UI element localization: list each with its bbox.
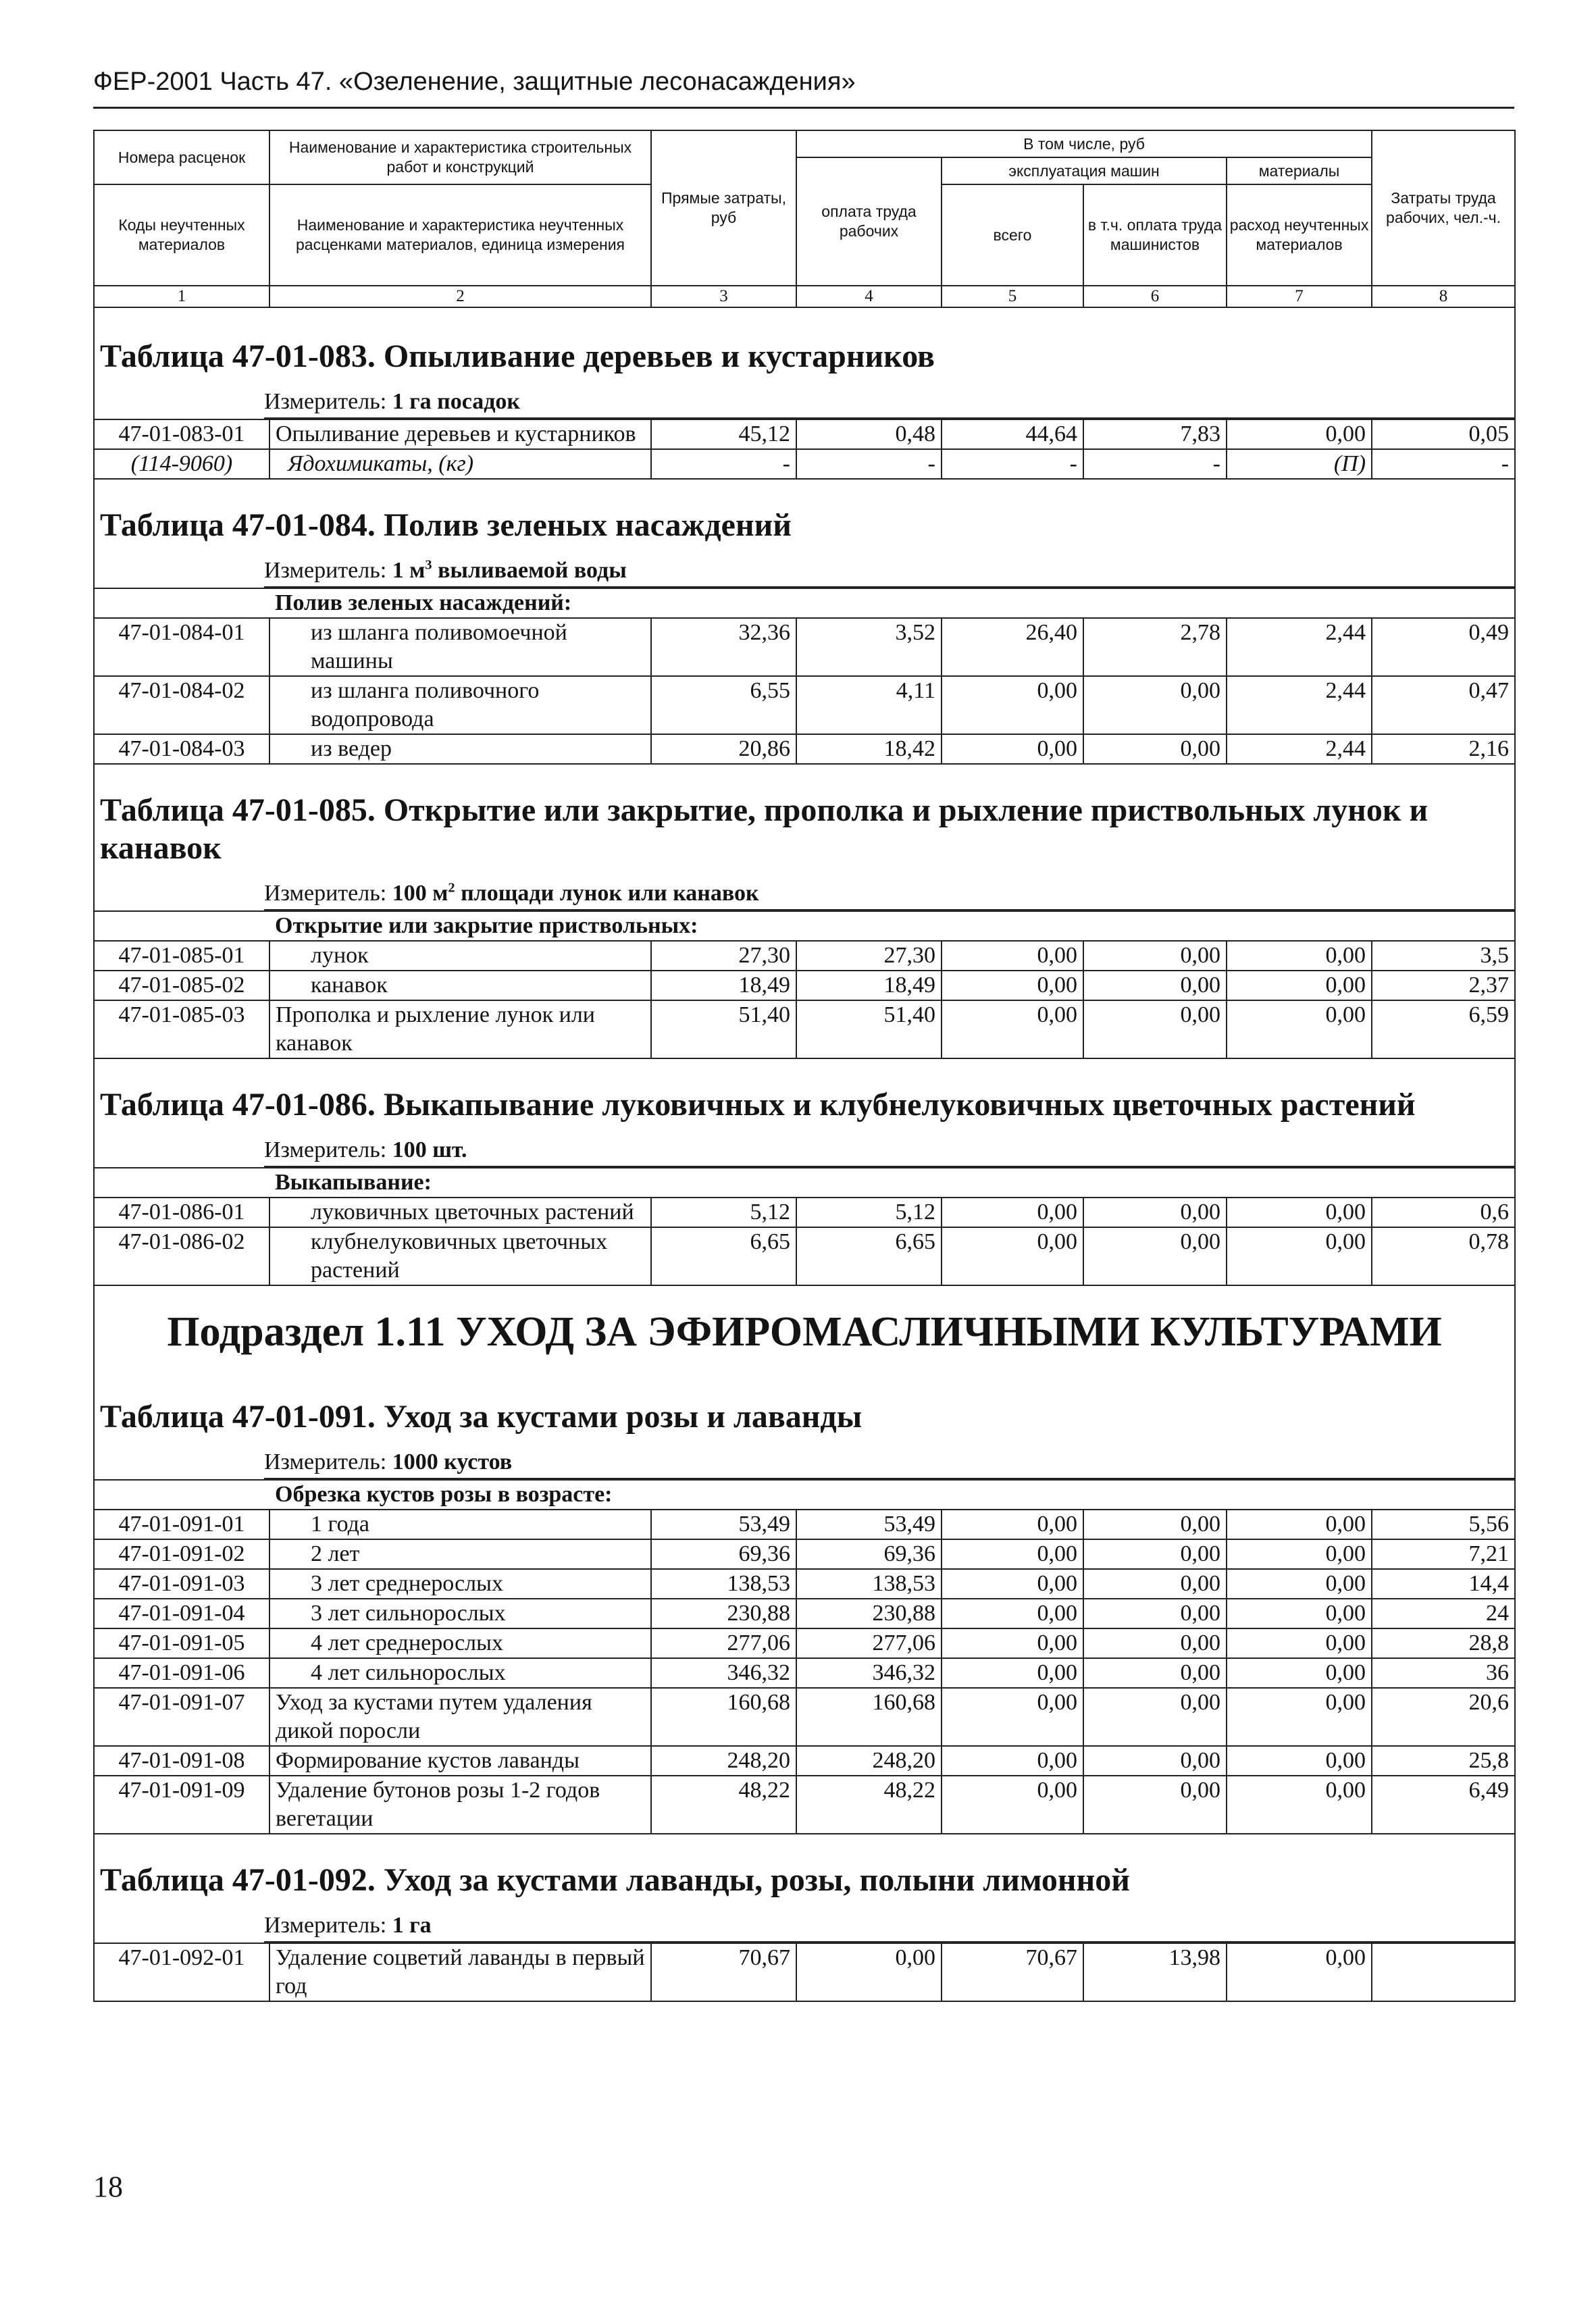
rate-code: 47-01-092-01 bbox=[94, 1943, 269, 2001]
labor: 6,49 bbox=[1372, 1776, 1515, 1834]
machinists-wages: 0,00 bbox=[1083, 676, 1227, 734]
machines-total: 0,00 bbox=[942, 971, 1083, 1000]
wages: 48,22 bbox=[796, 1776, 942, 1834]
work-name: 4 лет сильнорослых bbox=[269, 1658, 651, 1688]
col-materials-name: Наименование и характеристика неучтенных расценками материалов, единица измерения bbox=[269, 184, 651, 286]
materials: 0,00 bbox=[1227, 1000, 1372, 1058]
group-header: Обрезка кустов розы в возрасте: bbox=[269, 1480, 1515, 1510]
table-title: Таблица 47-01-092. Уход за кустами лаванды, розы, полыни лимонной bbox=[94, 1834, 1515, 1906]
col-wages: оплата труда рабочих bbox=[796, 157, 942, 286]
machinists-wages: 13,98 bbox=[1083, 1943, 1227, 2001]
machines-total: 0,00 bbox=[942, 1658, 1083, 1688]
labor: 2,16 bbox=[1372, 734, 1515, 764]
table-row bbox=[94, 1227, 1515, 1285]
table-measure: Измеритель: 100 шт. bbox=[94, 1131, 1515, 1168]
table-title: Таблица 47-01-085. Открытие или закрытие, прополка и рыхление приствольных лунок и канавок bbox=[94, 764, 1515, 874]
materials: 0,00 bbox=[1227, 1198, 1372, 1227]
materials: 0,00 bbox=[1227, 1658, 1372, 1688]
labor: 20,6 bbox=[1372, 1688, 1515, 1746]
col-direct-costs: Прямые затраты, руб bbox=[651, 130, 796, 286]
work-name: канавок bbox=[269, 971, 651, 1000]
machines-total: 0,00 bbox=[942, 1227, 1083, 1285]
rate-code: 47-01-083-01 bbox=[94, 419, 269, 449]
wages: 4,11 bbox=[796, 676, 942, 734]
material-name: Ядохимикаты, (кг) bbox=[269, 449, 651, 479]
labor: 2,37 bbox=[1372, 971, 1515, 1000]
machinists-wages: 0,00 bbox=[1083, 1599, 1227, 1628]
direct-costs: - bbox=[651, 449, 796, 479]
materials: 0,00 bbox=[1227, 1227, 1372, 1285]
materials: (П) bbox=[1227, 449, 1372, 479]
col-materials-use: расход неучтенных материалов bbox=[1227, 184, 1372, 286]
rate-code: 47-01-091-02 bbox=[94, 1539, 269, 1569]
col-number: 6 bbox=[1083, 286, 1227, 307]
col-number: 7 bbox=[1227, 286, 1372, 307]
rate-code: 47-01-091-01 bbox=[94, 1510, 269, 1539]
machines-total: 0,00 bbox=[942, 1198, 1083, 1227]
materials: 0,00 bbox=[1227, 1776, 1372, 1834]
machinists-wages: - bbox=[1083, 449, 1227, 479]
table-row bbox=[94, 419, 1515, 449]
col-number: 5 bbox=[942, 286, 1083, 307]
wages: 6,65 bbox=[796, 1227, 942, 1285]
wages: 277,06 bbox=[796, 1628, 942, 1658]
wages: 248,20 bbox=[796, 1746, 942, 1776]
work-name: 4 лет среднерослых bbox=[269, 1628, 651, 1658]
machinists-wages: 0,00 bbox=[1083, 1510, 1227, 1539]
col-materials: материалы bbox=[1227, 157, 1372, 184]
machinists-wages: 0,00 bbox=[1083, 1628, 1227, 1658]
table-row bbox=[94, 1510, 1515, 1539]
wages: 69,36 bbox=[796, 1539, 942, 1569]
table-title: Таблица 47-01-083. Опыливание деревьев и кустарников bbox=[94, 307, 1515, 382]
machinists-wages: 0,00 bbox=[1083, 941, 1227, 971]
labor: 36 bbox=[1372, 1658, 1515, 1688]
labor: 6,59 bbox=[1372, 1000, 1515, 1058]
labor: 7,21 bbox=[1372, 1539, 1515, 1569]
wages: 18,42 bbox=[796, 734, 942, 764]
labor: 0,47 bbox=[1372, 676, 1515, 734]
work-name: Уход за кустами путем удаления дикой поросли bbox=[269, 1688, 651, 1746]
col-number: 8 bbox=[1372, 286, 1515, 307]
work-name: луковичных цветочных растений bbox=[269, 1198, 651, 1227]
rate-code: 47-01-091-09 bbox=[94, 1776, 269, 1834]
labor bbox=[1372, 1943, 1515, 2001]
materials: 0,00 bbox=[1227, 1569, 1372, 1599]
machinists-wages: 0,00 bbox=[1083, 971, 1227, 1000]
machinists-wages: 0,00 bbox=[1083, 1658, 1227, 1688]
col-number: 4 bbox=[796, 286, 942, 307]
col-machinists-wages: в т.ч. оплата труда машинистов bbox=[1083, 184, 1227, 286]
table-row bbox=[94, 734, 1515, 764]
machines-total: 0,00 bbox=[942, 1000, 1083, 1058]
work-name: 1 года bbox=[269, 1510, 651, 1539]
group-header: Выкапывание: bbox=[269, 1168, 1515, 1198]
labor: 3,5 bbox=[1372, 941, 1515, 971]
machines-total: 0,00 bbox=[942, 1510, 1083, 1539]
machinists-wages: 0,00 bbox=[1083, 1227, 1227, 1285]
rate-code: 47-01-085-03 bbox=[94, 1000, 269, 1058]
header-rule bbox=[93, 107, 1514, 109]
labor: 0,05 bbox=[1372, 419, 1515, 449]
col-machines-total: всего bbox=[942, 184, 1083, 286]
wages: 18,49 bbox=[796, 971, 942, 1000]
wages: 0,00 bbox=[796, 1943, 942, 2001]
materials: 0,00 bbox=[1227, 1688, 1372, 1746]
rate-code: 47-01-084-02 bbox=[94, 676, 269, 734]
materials: 0,00 bbox=[1227, 941, 1372, 971]
machines-total: 0,00 bbox=[942, 1688, 1083, 1746]
direct-costs: 6,55 bbox=[651, 676, 796, 734]
work-name: Удаление соцветий лаванды в первый год bbox=[269, 1943, 651, 2001]
direct-costs: 51,40 bbox=[651, 1000, 796, 1058]
labor: 0,6 bbox=[1372, 1198, 1515, 1227]
rate-code: 47-01-085-02 bbox=[94, 971, 269, 1000]
rate-code: 47-01-091-08 bbox=[94, 1746, 269, 1776]
materials: 2,44 bbox=[1227, 676, 1372, 734]
direct-costs: 27,30 bbox=[651, 941, 796, 971]
machines-total: 0,00 bbox=[942, 734, 1083, 764]
wages: 0,48 bbox=[796, 419, 942, 449]
materials: 0,00 bbox=[1227, 1746, 1372, 1776]
machinists-wages: 0,00 bbox=[1083, 1776, 1227, 1834]
rate-code: 47-01-084-03 bbox=[94, 734, 269, 764]
direct-costs: 6,65 bbox=[651, 1227, 796, 1285]
machinists-wages: 0,00 bbox=[1083, 1198, 1227, 1227]
labor: - bbox=[1372, 449, 1515, 479]
wages: 27,30 bbox=[796, 941, 942, 971]
subsection-title: Подраздел 1.11 УХОД ЗА ЭФИРОМАСЛИЧНЫМИ КУЛЬТУРАМИ bbox=[94, 1285, 1515, 1390]
machinists-wages: 0,00 bbox=[1083, 734, 1227, 764]
rates-table bbox=[93, 130, 1516, 2002]
materials: 0,00 bbox=[1227, 1539, 1372, 1569]
rate-code: 47-01-085-01 bbox=[94, 941, 269, 971]
machinists-wages: 0,00 bbox=[1083, 1746, 1227, 1776]
work-name: лунок bbox=[269, 941, 651, 971]
work-name: 3 лет среднерослых bbox=[269, 1569, 651, 1599]
machines-total: 0,00 bbox=[942, 1776, 1083, 1834]
table-row bbox=[94, 676, 1515, 734]
machinists-wages: 7,83 bbox=[1083, 419, 1227, 449]
table-measure: Измеритель: 1 га bbox=[94, 1906, 1515, 1943]
table-row bbox=[94, 1000, 1515, 1058]
rate-code: 47-01-091-05 bbox=[94, 1628, 269, 1658]
direct-costs: 277,06 bbox=[651, 1628, 796, 1658]
materials: 2,44 bbox=[1227, 734, 1372, 764]
group-header: Полив зеленых насаждений: bbox=[269, 588, 1515, 618]
work-name: 2 лет bbox=[269, 1539, 651, 1569]
machinists-wages: 0,00 bbox=[1083, 1688, 1227, 1746]
materials: 2,44 bbox=[1227, 618, 1372, 676]
direct-costs: 20,86 bbox=[651, 734, 796, 764]
col-number: 1 bbox=[94, 286, 269, 307]
machines-total: 70,67 bbox=[942, 1943, 1083, 2001]
direct-costs: 32,36 bbox=[651, 618, 796, 676]
labor: 25,8 bbox=[1372, 1746, 1515, 1776]
materials: 0,00 bbox=[1227, 971, 1372, 1000]
machines-total: 0,00 bbox=[942, 1599, 1083, 1628]
table-row bbox=[94, 971, 1515, 1000]
col-number: 2 bbox=[269, 286, 651, 307]
direct-costs: 45,12 bbox=[651, 419, 796, 449]
direct-costs: 53,49 bbox=[651, 1510, 796, 1539]
machines-total: 0,00 bbox=[942, 676, 1083, 734]
col-rate-numbers: Номера расценок bbox=[94, 130, 269, 184]
machines-total: 0,00 bbox=[942, 1746, 1083, 1776]
labor: 0,78 bbox=[1372, 1227, 1515, 1285]
machinists-wages: 0,00 bbox=[1083, 1539, 1227, 1569]
machinists-wages: 2,78 bbox=[1083, 618, 1227, 676]
materials: 0,00 bbox=[1227, 419, 1372, 449]
work-name: клубнелуковичных цветочных растений bbox=[269, 1227, 651, 1285]
wages: 346,32 bbox=[796, 1658, 942, 1688]
materials: 0,00 bbox=[1227, 1510, 1372, 1539]
col-labor: Затраты труда рабочих, чел.-ч. bbox=[1372, 130, 1515, 286]
table-row bbox=[94, 1628, 1515, 1658]
materials: 0,00 bbox=[1227, 1599, 1372, 1628]
col-number: 3 bbox=[651, 286, 796, 307]
work-name: из ведер bbox=[269, 734, 651, 764]
table-measure: Измеритель: 1000 кустов bbox=[94, 1443, 1515, 1480]
wages: - bbox=[796, 449, 942, 479]
col-uncounted-codes: Коды неучтенных материалов bbox=[94, 184, 269, 286]
direct-costs: 230,88 bbox=[651, 1599, 796, 1628]
table-row bbox=[94, 1599, 1515, 1628]
labor: 0,49 bbox=[1372, 618, 1515, 676]
machines-total: 26,40 bbox=[942, 618, 1083, 676]
work-name: из шланга поливочного водопровода bbox=[269, 676, 651, 734]
group-header: Открытие или закрытие приствольных: bbox=[269, 911, 1515, 941]
col-works-name: Наименование и характеристика строительных работ и конструкций bbox=[269, 130, 651, 184]
machines-total: - bbox=[942, 449, 1083, 479]
machines-total: 0,00 bbox=[942, 1628, 1083, 1658]
table-row bbox=[94, 1943, 1515, 2001]
machinists-wages: 0,00 bbox=[1083, 1000, 1227, 1058]
rate-code: 47-01-086-01 bbox=[94, 1198, 269, 1227]
table-title: Таблица 47-01-084. Полив зеленых насаждений bbox=[94, 479, 1515, 551]
direct-costs: 18,49 bbox=[651, 971, 796, 1000]
table-title: Таблица 47-01-091. Уход за кустами розы и лаванды bbox=[94, 1390, 1515, 1443]
direct-costs: 69,36 bbox=[651, 1539, 796, 1569]
rate-code: 47-01-084-01 bbox=[94, 618, 269, 676]
rate-code: 47-01-091-06 bbox=[94, 1658, 269, 1688]
machines-total: 0,00 bbox=[942, 1539, 1083, 1569]
table-row bbox=[94, 1746, 1515, 1776]
work-name: Удаление бутонов розы 1-2 годов вегетации bbox=[269, 1776, 651, 1834]
table-row bbox=[94, 1688, 1515, 1746]
work-name: из шланга поливомоечной машины bbox=[269, 618, 651, 676]
work-name: 3 лет сильнорослых bbox=[269, 1599, 651, 1628]
wages: 3,52 bbox=[796, 618, 942, 676]
direct-costs: 70,67 bbox=[651, 1943, 796, 2001]
table-row bbox=[94, 1776, 1515, 1834]
labor: 28,8 bbox=[1372, 1628, 1515, 1658]
rate-code: 47-01-091-07 bbox=[94, 1688, 269, 1746]
work-name: Опыливание деревьев и кустарников bbox=[269, 419, 651, 449]
machines-total: 0,00 bbox=[942, 941, 1083, 971]
materials: 0,00 bbox=[1227, 1943, 1372, 2001]
work-name: Формирование кустов лаванды bbox=[269, 1746, 651, 1776]
table-measure: Измеритель: 1 га посадок bbox=[94, 382, 1515, 419]
wages: 230,88 bbox=[796, 1599, 942, 1628]
wages: 51,40 bbox=[796, 1000, 942, 1058]
material-row bbox=[94, 449, 1515, 479]
rate-code: 47-01-086-02 bbox=[94, 1227, 269, 1285]
work-name: Прополка и рыхление лунок или канавок bbox=[269, 1000, 651, 1058]
rate-code: 47-01-091-04 bbox=[94, 1599, 269, 1628]
wages: 5,12 bbox=[796, 1198, 942, 1227]
rate-code: 47-01-091-03 bbox=[94, 1569, 269, 1599]
table-row bbox=[94, 1198, 1515, 1227]
col-machines: эксплуатация машин bbox=[942, 157, 1227, 184]
page-header: ФЕР-2001 Часть 47. «Озеленение, защитные лесонасаждения» bbox=[93, 68, 856, 96]
col-including: В том числе, руб bbox=[796, 130, 1372, 157]
wages: 53,49 bbox=[796, 1510, 942, 1539]
direct-costs: 248,20 bbox=[651, 1746, 796, 1776]
direct-costs: 346,32 bbox=[651, 1658, 796, 1688]
table-measure: Измеритель: 100 $м^2$ площади лунок или канавок bbox=[94, 874, 1515, 911]
direct-costs: 160,68 bbox=[651, 1688, 796, 1746]
direct-costs: 48,22 bbox=[651, 1776, 796, 1834]
machines-total: 44,64 bbox=[942, 419, 1083, 449]
direct-costs: 138,53 bbox=[651, 1569, 796, 1599]
labor: 14,4 bbox=[1372, 1569, 1515, 1599]
labor: 5,56 bbox=[1372, 1510, 1515, 1539]
wages: 160,68 bbox=[796, 1688, 942, 1746]
table-row bbox=[94, 618, 1515, 676]
page-number: 18 bbox=[93, 2170, 123, 2203]
table-row bbox=[94, 1539, 1515, 1569]
labor: 24 bbox=[1372, 1599, 1515, 1628]
materials: 0,00 bbox=[1227, 1628, 1372, 1658]
table-measure: Измеритель: 1 $м^3$ выливаемой воды bbox=[94, 551, 1515, 588]
table-row bbox=[94, 941, 1515, 971]
machinists-wages: 0,00 bbox=[1083, 1569, 1227, 1599]
direct-costs: 5,12 bbox=[651, 1198, 796, 1227]
table-title: Таблица 47-01-086. Выкапывание луковичных и клубнелуковичных цветочных растений bbox=[94, 1058, 1515, 1131]
table-row bbox=[94, 1658, 1515, 1688]
machines-total: 0,00 bbox=[942, 1569, 1083, 1599]
table-row bbox=[94, 1569, 1515, 1599]
material-code: (114-9060) bbox=[94, 449, 269, 479]
wages: 138,53 bbox=[796, 1569, 942, 1599]
